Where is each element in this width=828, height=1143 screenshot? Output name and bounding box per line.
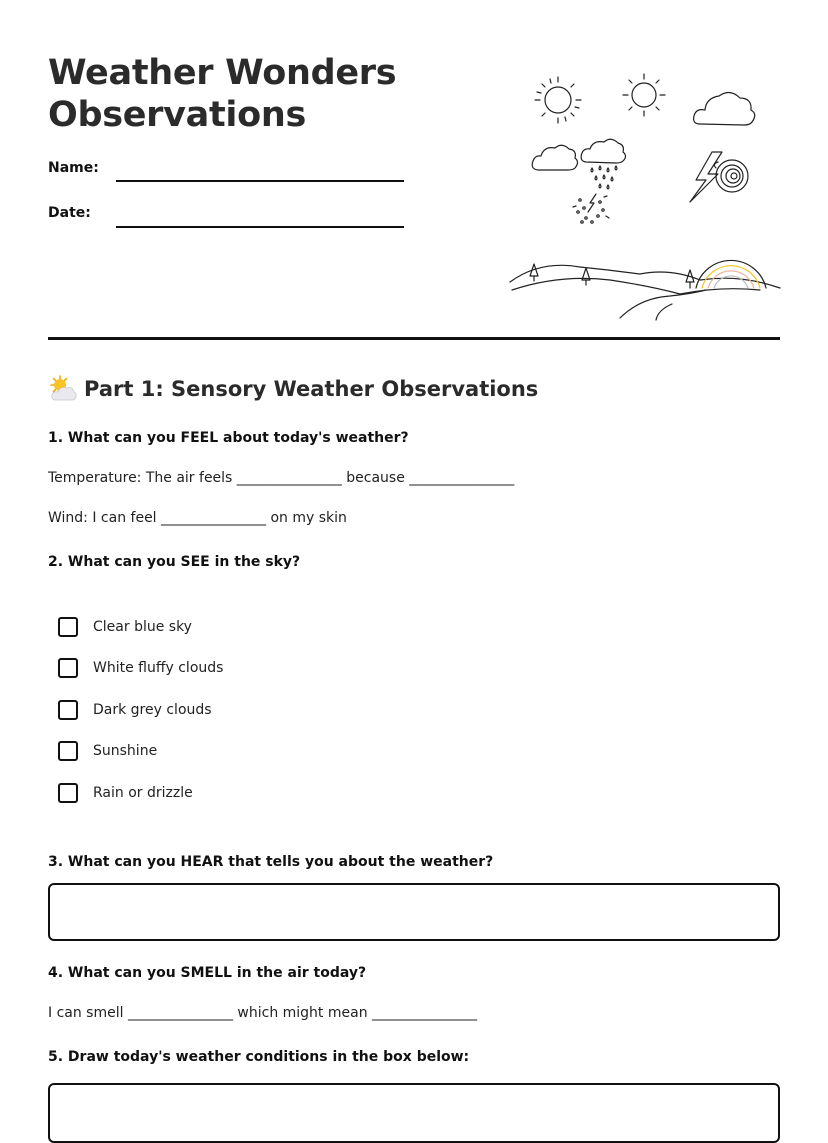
title-line-1: Weather Wonders	[48, 53, 397, 93]
lightning-icon	[690, 152, 722, 202]
weather-illustration	[500, 62, 790, 326]
date-field-line[interactable]	[116, 226, 404, 228]
sun-behind-cloud-icon	[48, 374, 78, 404]
sun-icon	[535, 77, 581, 123]
checkbox-label: Dark grey clouds	[93, 702, 212, 718]
page-title	[48, 52, 396, 136]
rainbow-icon	[696, 260, 766, 288]
section-title: Part 1: Sensory Weather Observations	[84, 377, 539, 401]
checkbox-item[interactable]	[58, 739, 157, 763]
question-3: 3. What can you HEAR that tells you about the weather?	[48, 854, 494, 870]
title-line-2: Observations	[48, 95, 306, 135]
smell-line: I can smell _______________ which might mean _______________	[48, 1005, 478, 1021]
checkbox[interactable]	[58, 700, 78, 720]
checkbox[interactable]	[58, 617, 78, 637]
checkbox[interactable]	[58, 741, 78, 761]
checkbox-item[interactable]	[58, 615, 192, 639]
checkbox-label: Rain or drizzle	[93, 785, 193, 801]
section-divider	[48, 337, 780, 340]
wind-swirl-icon	[714, 160, 748, 192]
sun-icon	[623, 74, 665, 116]
checkbox[interactable]	[58, 783, 78, 803]
date-label: Date:	[48, 205, 91, 221]
drawing-box[interactable]	[48, 1083, 780, 1143]
cloud-icon	[532, 145, 577, 170]
rain-cloud-icon	[581, 139, 625, 189]
checkbox[interactable]	[58, 658, 78, 678]
question-1: 1. What can you FEEL about today's weather?	[48, 430, 409, 446]
name-label: Name:	[48, 160, 99, 176]
cloud-icon	[694, 92, 755, 125]
question-4: 4. What can you SMELL in the air today?	[48, 965, 367, 981]
name-field-line[interactable]	[116, 180, 404, 182]
checkbox-label: Sunshine	[93, 743, 158, 759]
question-2: 2. What can you SEE in the sky?	[48, 554, 301, 570]
checkbox-item[interactable]	[58, 698, 212, 722]
temperature-line: Temperature: The air feels _______________ because _______________	[48, 470, 515, 486]
thunderstorm-icon	[573, 194, 609, 223]
checkbox-label: White fluffy clouds	[93, 660, 224, 676]
wind-line: Wind: I can feel _______________ on my skin	[48, 510, 347, 526]
checkbox-label: Clear blue sky	[93, 619, 192, 635]
section-heading	[48, 374, 538, 404]
hear-answer-box[interactable]	[48, 883, 780, 941]
checkbox-item[interactable]	[58, 781, 193, 805]
checkbox-item[interactable]	[58, 656, 223, 680]
question-5: 5. Draw today's weather conditions in the box below:	[48, 1049, 470, 1065]
